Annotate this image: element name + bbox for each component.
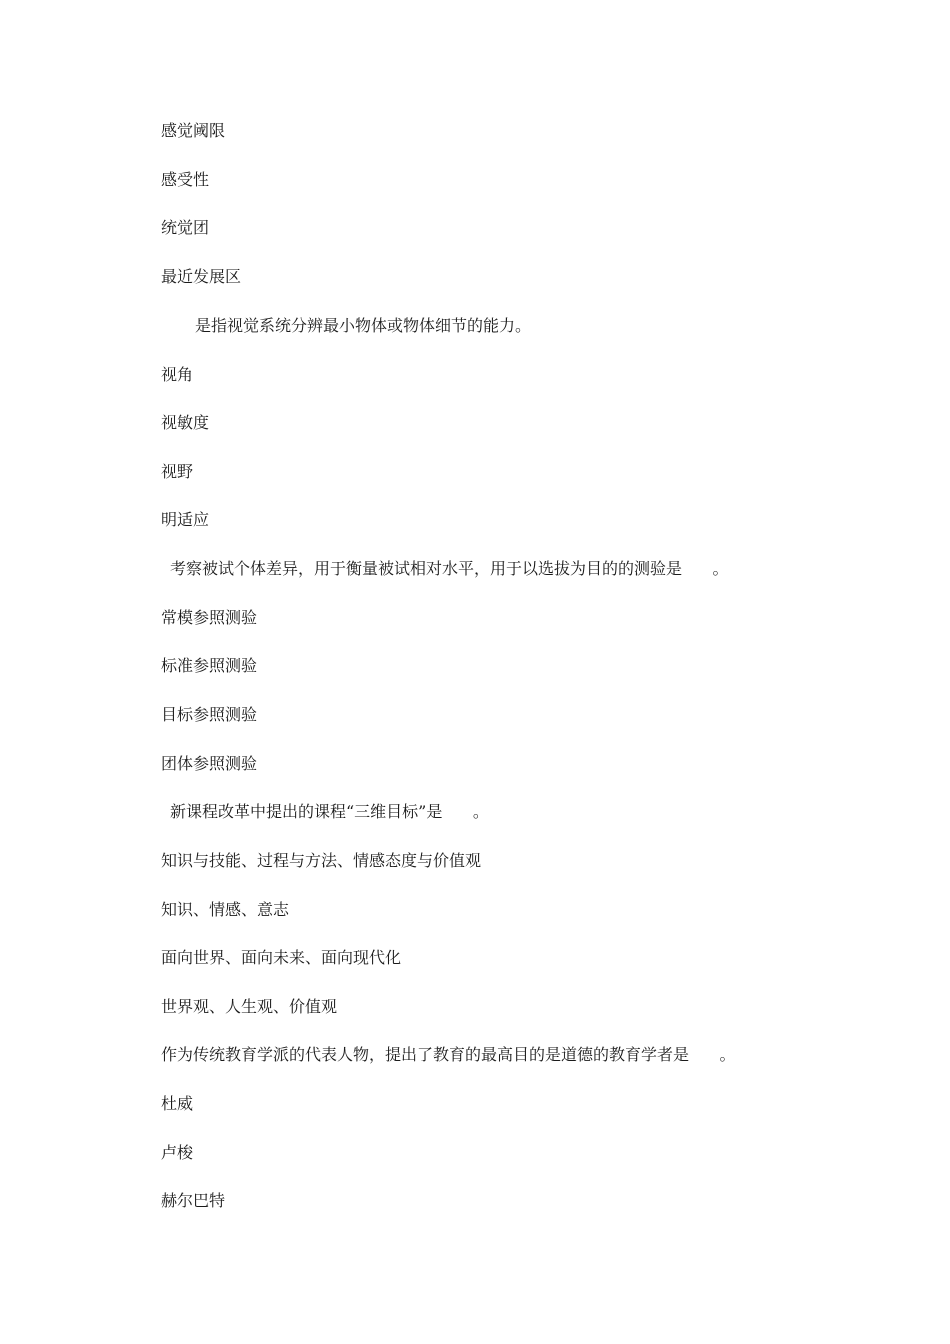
option-text: 杜威 [161, 1094, 194, 1113]
option-text: 感觉阈限 [161, 121, 226, 140]
option-text: 团体参照测验 [161, 754, 258, 773]
option-text: 视敏度 [161, 413, 210, 432]
question-stem: 作为传统教育学派的代表人物，提出了教育的最高目的是道德的教育学者是 。 [161, 1045, 736, 1064]
option-text: 视角 [161, 365, 194, 384]
option-text: 常模参照测验 [161, 608, 258, 627]
option-text: 明适应 [161, 510, 210, 529]
question-stem: 新课程改革中提出的课程“三维目标”是 。 [170, 802, 489, 821]
question-stem: 是指视觉系统分辨最小物体或物体细节的能力。 [195, 316, 532, 335]
question-stem: 考察被试个体差异，用于衡量被试相对水平，用于以选拔为目的的测验是 。 [170, 559, 729, 578]
option-text: 视野 [161, 462, 194, 481]
option-text: 目标参照测验 [161, 705, 258, 724]
option-text: 统觉团 [161, 218, 210, 237]
option-text: 知识、情感、意志 [161, 900, 290, 919]
option-text: 卢梭 [161, 1143, 194, 1162]
option-text: 最近发展区 [161, 267, 242, 286]
option-text: 赫尔巴特 [161, 1191, 226, 1210]
option-text: 知识与技能、过程与方法、情感态度与价值观 [161, 851, 482, 870]
option-text: 感受性 [161, 170, 210, 189]
option-text: 世界观、人生观、价值观 [161, 997, 338, 1016]
option-text: 面向世界、面向未来、面向现代化 [161, 948, 402, 967]
option-text: 标准参照测验 [161, 656, 258, 675]
